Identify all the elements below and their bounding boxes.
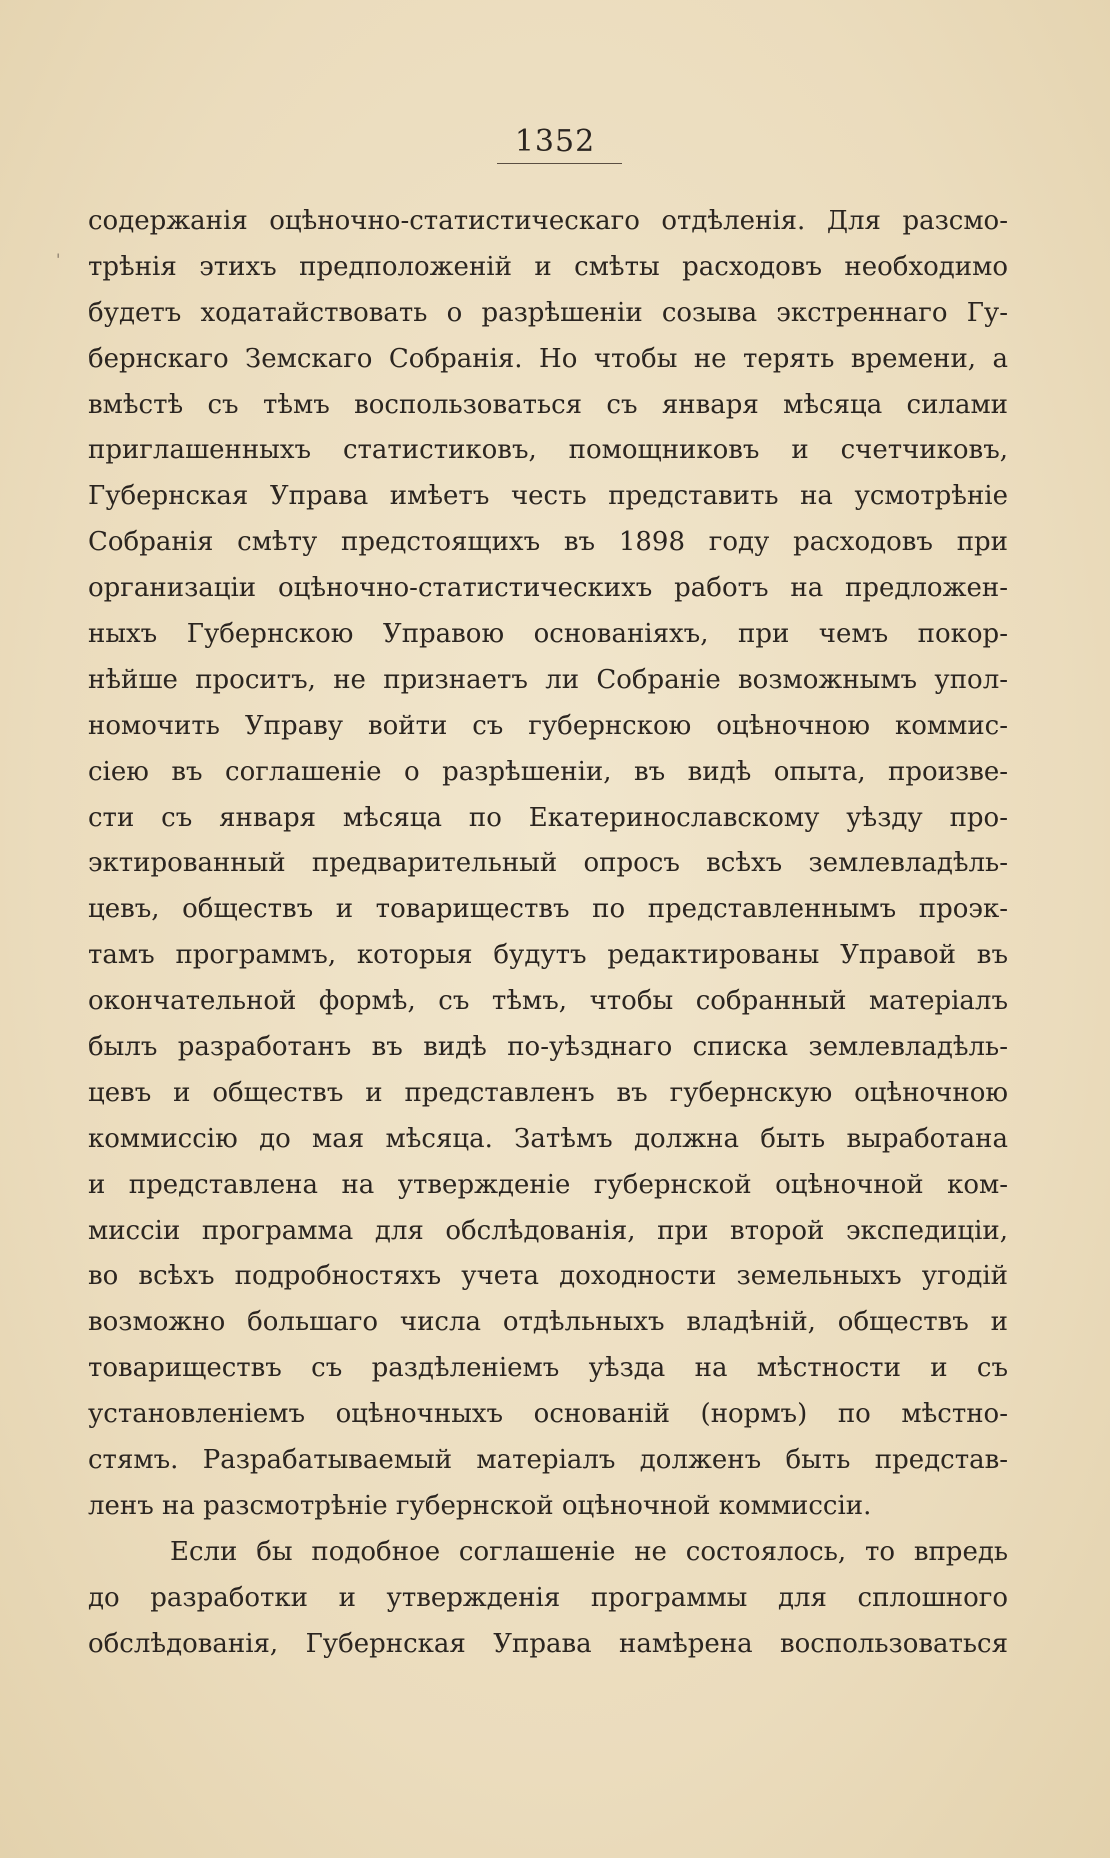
text-line: и представлена на утвержденіе губернской оцѣночной ком- [88,1169,1008,1200]
text-line: стямъ. Разрабатываемый матеріалъ долженъ быть представ- [88,1445,1008,1476]
text-line: цевъ, обществъ и товариществъ по представленнымъ проэк- [88,894,1008,925]
text-line: установленіемъ оцѣночныхъ основаній (нормъ) по мѣстно- [88,1399,1008,1430]
text-line: коммиссію до мая мѣсяца. Затѣмъ должна быть выработана [88,1123,1008,1154]
text-line: вмѣстѣ съ тѣмъ воспользоваться съ января мѣсяца силами [88,389,1008,420]
text-line: Губернская Управа имѣетъ честь представить на усмотрѣніе [88,481,1008,512]
text-line: эктированный предварительный опросъ всѣхъ землевладѣль- [88,848,1008,879]
text-line: нѣйше проситъ, не признаетъ ли Собраніе возможнымъ упол- [88,664,1008,695]
text-line: цевъ и обществъ и представленъ въ губернскую оцѣночною [88,1077,1008,1108]
text-line: трѣнія этихъ предположеній и смѣты расходовъ необходимо [88,251,1008,282]
text-line: сіею въ соглашеніе о разрѣшеніи, въ видѣ опыта, произве- [88,756,1008,787]
paragraph-first-line: Если бы подобное соглашеніе не состоялось, то впредь [170,1536,1008,1567]
text-line: тамъ программъ, которыя будутъ редактированы Управой въ [88,940,1008,971]
text-line: до разработки и утвержденія программы для сплошного [88,1582,1008,1613]
text-line: былъ разработанъ въ видѣ по-уѣзднаго списка землевладѣль- [88,1032,1008,1063]
text-line: организаціи оцѣночно-статистическихъ работъ на предложен- [88,573,1008,604]
body-text [88,199,1008,1668]
text-line: во всѣхъ подробностяхъ учета доходности земельныхъ угодій [88,1261,1008,1292]
margin-mark: ' [56,250,61,269]
text-line: приглашенныхъ статистиковъ, помощниковъ и счетчиковъ, [88,435,1008,466]
text-line: сти съ января мѣсяца по Екатеринославскому уѣзду про- [88,802,1008,833]
text-line: бернскаго Земскаго Собранія. Но чтобы не терять времени, а [88,343,1008,374]
text-line: окончательной формѣ, съ тѣмъ, чтобы собранный матеріалъ [88,986,1008,1017]
text-line: номочить Управу войти съ губернскою оцѣночною коммис- [88,710,1008,741]
text-line: ныхъ Губернскою Управою основаніяхъ, при чемъ покор- [88,619,1008,650]
text-line: миссіи программа для обслѣдованія, при второй экспедиціи, [88,1215,1008,1246]
text-line: содержанія оцѣночно-статистическаго отдѣленія. Для разсмо- [88,206,1008,236]
text-line: обслѣдованія, Губернская Управа намѣрена воспользоваться [88,1628,1008,1659]
text-line: Собранія смѣту предстоящихъ въ 1898 году расходовъ при [88,527,1008,558]
text-line: товариществъ съ раздѣленіемъ уѣзда на мѣстности и съ [88,1353,1008,1384]
text-line: будетъ ходатайствовать о разрѣшеніи созыва экстреннаго Гу- [88,297,1008,328]
text-line: возможно большаго числа отдѣльныхъ владѣній, обществъ и [88,1307,1008,1338]
page-number-rule [497,163,622,164]
paragraph-last-line: ленъ на разсмотрѣніе губернской оцѣночной коммиссіи. [88,1490,872,1521]
page-number: 1352 [514,124,596,159]
